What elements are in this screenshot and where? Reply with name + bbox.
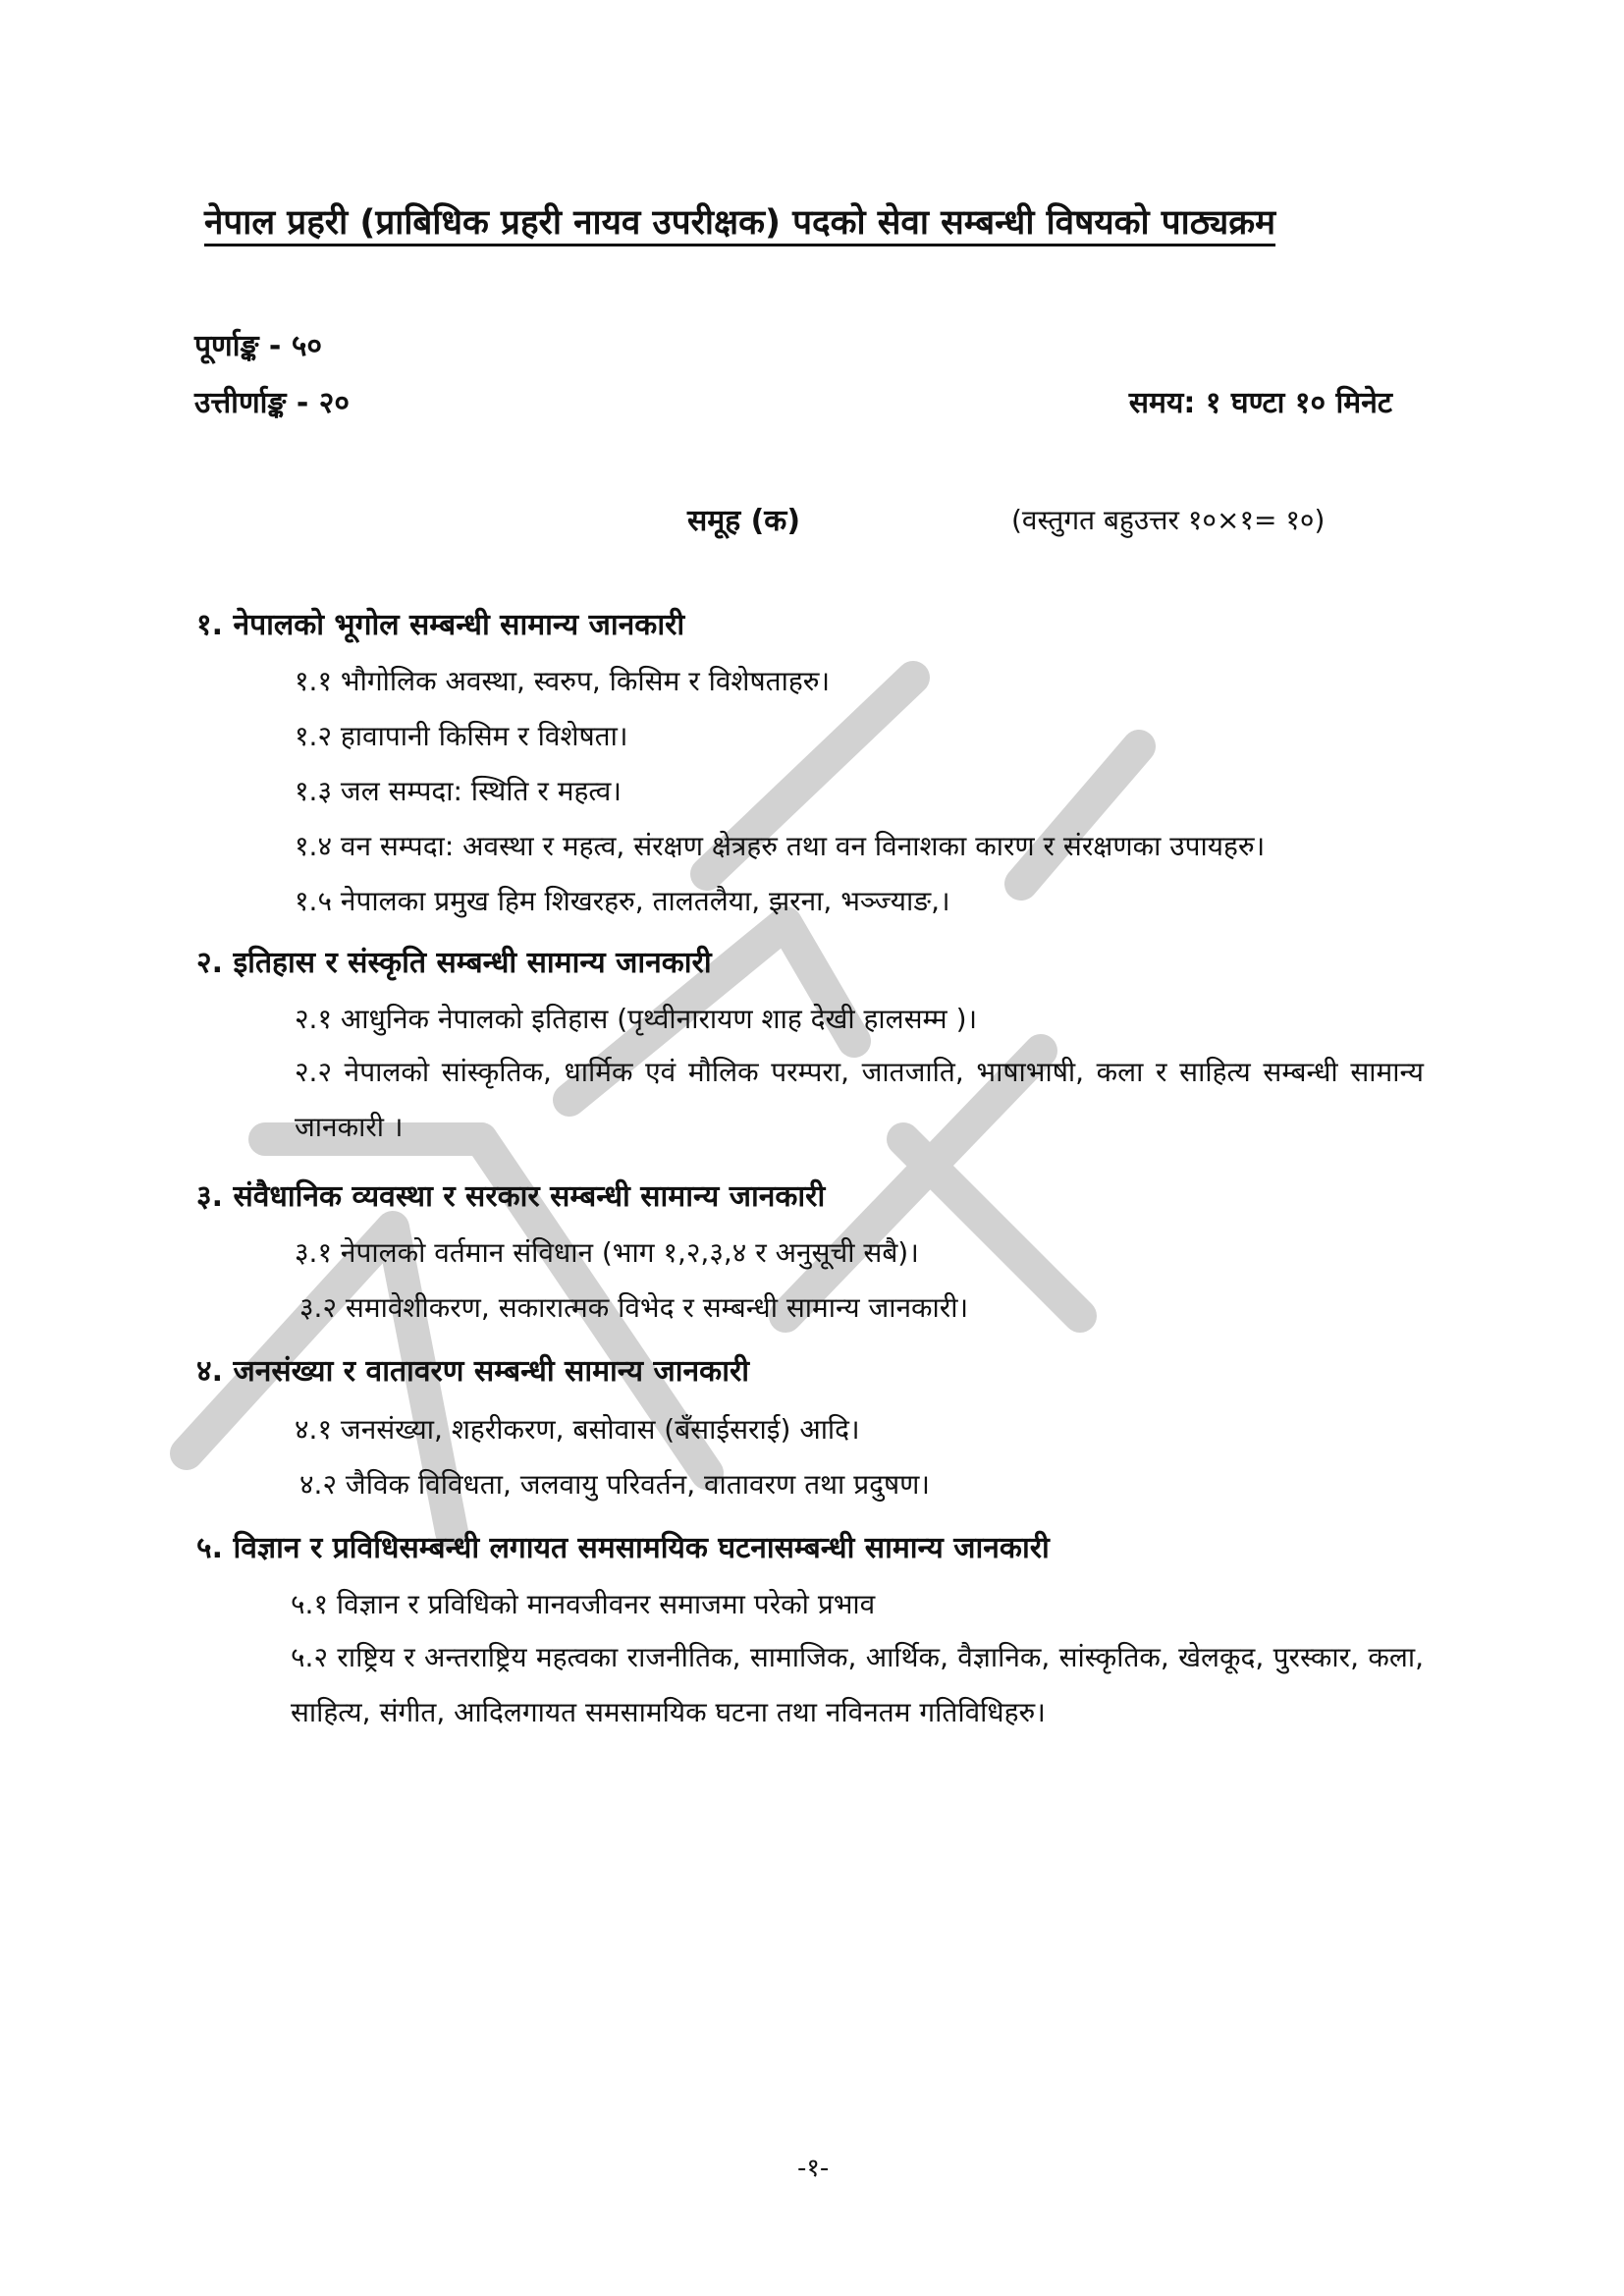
section-heading: ४. जनसंख्या र वातावरण सम्बन्धी सामान्य जानकारी bbox=[196, 1354, 750, 1389]
group-label: समूह (क) bbox=[687, 504, 801, 538]
list-item: ४.१ जनसंख्या, शहरीकरण, बसोवास (बँसाईसराई) आदि। bbox=[295, 1413, 860, 1446]
list-item: १.५ नेपालका प्रमुख हिम शिखरहरु, तालतलैया, झरना, भञ्ज्याङ,। bbox=[295, 885, 950, 917]
section-heading: २. इतिहास र संस्कृति सम्बन्धी सामान्य जानकारी bbox=[196, 946, 712, 980]
page-number: -१- bbox=[797, 2154, 830, 2183]
section-heading: ३. संवैधानिक व्यवस्था र सरकार सम्बन्धी सामान्य जानकारी bbox=[196, 1179, 826, 1214]
list-item: २.१ आधुनिक नेपालको इतिहास (पृथ्वीनारायण शाह देखी हालसम्म )। bbox=[295, 1003, 978, 1035]
list-item bbox=[291, 1630, 1424, 1740]
list-item: १.१ भौगोलिक अवस्था, स्वरुप, किसिम र विशेषताहरु। bbox=[295, 665, 831, 697]
time-allowed: समय: १ घण्टा १० मिनेट bbox=[1128, 386, 1392, 420]
page-title: नेपाल प्रहरी (प्राबिधिक प्रहरी नायव उपरीक्षक) पदको सेवा सम्बन्धी विषयको पाठ्यक्रम bbox=[204, 203, 1276, 243]
list-item: ३.२ समावेशीकरण, सकारात्मक विभेद र सम्बन्धी सामान्य जानकारी। bbox=[299, 1291, 969, 1324]
list-item-text: ५.२ राष्ट्रिय र अन्तराष्ट्रिय महत्वका राजनीतिक, सामाजिक, आर्थिक, वैज्ञानिक, सांस्कृतिक, खेलकूद, पुरस्कार, कला, साहित्य, संगीत, आदिलगायत समसामयिक घटना तथा नविनतम गतिविधिहरु। bbox=[291, 1641, 1424, 1728]
full-marks: पूर्णाङ्क - ५० bbox=[194, 329, 323, 363]
list-item bbox=[295, 1045, 1424, 1155]
list-item-text: २.२ नेपालको सांस्कृतिक, धार्मिक एवं मौलिक परम्परा, जातजाति, भाषाभाषी, कला र साहित्य सम्बन्धी सामान्य जानकारी । bbox=[295, 1056, 1424, 1143]
list-item: ५.१ विज्ञान र प्रविधिको मानवजीवनर समाजमा परेको प्रभाव bbox=[291, 1588, 876, 1620]
list-item: १.२ हावापानी किसिम र विशेषता। bbox=[295, 720, 628, 752]
list-item: १.४ वन सम्पदा: अवस्था र महत्व, संरक्षण क्षेत्रहरु तथा वन विनाशका कारण र संरक्षणका उपायहरु। bbox=[295, 830, 1266, 862]
section-heading: ५. विज्ञान र प्रविधिसम्बन्धी लगायत समसामयिक घटनासम्बन्धी सामान्य जानकारी bbox=[196, 1531, 1050, 1565]
section-heading: १. नेपालको भूगोल सम्बन्धी सामान्य जानकारी bbox=[196, 608, 685, 642]
pass-marks: उत्तीर्णाङ्क - २० bbox=[194, 386, 350, 420]
list-item: १.३ जल सम्पदा: स्थिति र महत्व। bbox=[295, 775, 622, 807]
group-note: (वस्तुगत बहुउत्तर १०×१= १०) bbox=[1011, 504, 1326, 536]
list-item: ४.२ जैविक विविधता, जलवायु परिवर्तन, वातावरण तथा प्रदुषण। bbox=[299, 1468, 931, 1501]
list-item: ३.१ नेपालको वर्तमान संविधान (भाग १,२,३,४ र अनुसूची सबै)। bbox=[295, 1236, 919, 1269]
